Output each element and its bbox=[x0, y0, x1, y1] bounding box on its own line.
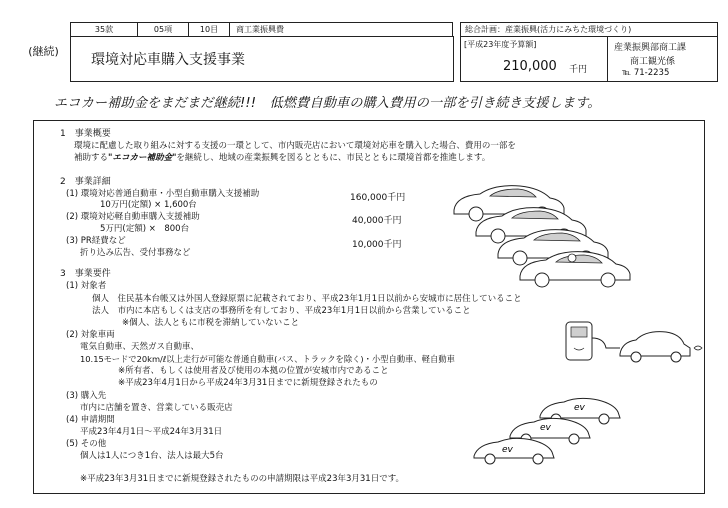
detail-item-1-amount: 160,000千円 bbox=[350, 193, 406, 203]
phone-number: ℡ 71-2235 bbox=[622, 68, 670, 78]
detail-item-3: (3) PR経費など bbox=[66, 236, 126, 246]
requirement-1-individual: 個人 住民基本台帳又は外国人登録原票に記載されており、平成23年1月1日以前から安城市に居住していること bbox=[92, 294, 522, 304]
ev-cars-illustration bbox=[470, 396, 640, 476]
ev-car-icon bbox=[474, 438, 554, 464]
section-1-title: 1 事業概要 bbox=[60, 129, 111, 139]
budget-label: [平成23年度予算額] bbox=[464, 40, 537, 49]
requirement-2-line-b: 10.15モードで20km/ℓ以上走行が可能な普通自動車(バス、トラックを除く)・小型自動車、軽自動車 bbox=[80, 354, 455, 364]
requirement-2-note-1: ※所有者、もしくは使用者及び使用の本拠の位置が安城市内であること bbox=[118, 366, 389, 376]
requirement-4-line: 平成23年4月1日～平成24年3月31日 bbox=[80, 427, 223, 437]
page-title: 環境対応車購入支援事業 bbox=[91, 52, 245, 68]
detail-item-3-breakdown: 折り込み広告、受付事務など bbox=[80, 248, 191, 258]
requirement-4: (4) 申請期間 bbox=[66, 415, 115, 425]
expense-category-text: 商工業振興費 bbox=[236, 25, 284, 34]
requirement-2-line-a: 電気自動車、天然ガス自動車、 bbox=[80, 342, 200, 352]
section-1-line-2c: を継続し、地域の産業振興を図るとともに、市民とともに環境首都を推進します。 bbox=[176, 153, 491, 163]
requirement-2: (2) 対象車両 bbox=[66, 330, 115, 340]
requirement-3-line: 市内に店舗を置き、営業している販売店 bbox=[80, 403, 233, 413]
requirement-1: (1) 対象者 bbox=[66, 281, 107, 291]
code-kou bbox=[137, 22, 189, 37]
detail-item-2: (2) 環境対応軽自動車購入支援補助 bbox=[66, 212, 200, 222]
detail-item-3-amount: 10,000千円 bbox=[352, 240, 402, 250]
budget-box bbox=[460, 36, 608, 82]
section-name: 商工観光係 bbox=[630, 57, 676, 67]
budget-value: 210,000 bbox=[503, 59, 557, 74]
headline: エコカー補助金をまだまだ継続!!! 低燃費自動車の購入費用の一部を引き続き支援します。 bbox=[54, 96, 601, 111]
code-kan bbox=[70, 22, 138, 37]
eco-car-subsidy-emphasis: "エコカー補助金" bbox=[108, 153, 177, 163]
exhaust-puff-icon bbox=[694, 346, 702, 350]
ev-label-1: ev bbox=[574, 403, 585, 413]
continued-label bbox=[16, 36, 71, 66]
ev-charging-illustration bbox=[560, 318, 710, 368]
department-box bbox=[607, 36, 718, 82]
section-3-title: 3 事業要件 bbox=[60, 269, 111, 279]
section-1-line-1: 環境に配慮した取り組みに対する支援の一環として、市内販売店において環境対応車を購入した場合、費用の一部を bbox=[74, 141, 516, 151]
section-2-title: 2 事業詳細 bbox=[60, 177, 111, 187]
department-name: 産業振興部商工課 bbox=[614, 43, 687, 53]
ev-label-3: ev bbox=[502, 445, 513, 455]
code-kou-text: 05項 bbox=[153, 25, 173, 34]
budget-unit: 千円 bbox=[569, 65, 588, 75]
expense-category bbox=[229, 22, 453, 37]
section-1-line-2a: 補助する bbox=[74, 153, 109, 163]
footnote: ※平成23年3月31日までに新規登録されたものの申請期限は平成23年3月31日です。 bbox=[80, 474, 405, 484]
requirement-1-note: ※個人、法人ともに市税を滞納していないこと bbox=[122, 318, 300, 328]
requirement-1-corporation: 法人 市内に本店もしくは支店の事務所を有しており、平成23年1月1日以前から営業していること bbox=[92, 306, 471, 316]
small-car-icon bbox=[620, 332, 690, 362]
car-illustration-group bbox=[440, 178, 640, 288]
project-title-box bbox=[70, 36, 454, 82]
charging-station-icon bbox=[566, 322, 620, 360]
code-moku bbox=[188, 22, 230, 37]
code-kan-text: 35款 bbox=[94, 25, 114, 34]
detail-item-1-breakdown: 10万円(定額) × 1,600台 bbox=[100, 200, 197, 210]
plan-text: 総合計画：産業振興(活力にみちた環境づくり) bbox=[465, 25, 632, 34]
detail-item-2-amount: 40,000千円 bbox=[352, 216, 402, 226]
continued-text: (継続) bbox=[28, 45, 59, 58]
detail-item-1: (1) 環境対応普通自動車・小型自動車購入支援補助 bbox=[66, 189, 260, 199]
requirement-2-note-2: ※平成23年4月1日から平成24年3月31日までに新規登録されたもの bbox=[118, 378, 378, 388]
comprehensive-plan bbox=[460, 22, 718, 37]
ev-label-2: ev bbox=[540, 423, 551, 433]
code-moku-text: 10目 bbox=[199, 25, 219, 34]
section-1-line-2 bbox=[74, 153, 490, 164]
detail-item-2-breakdown: 5万円(定額) × 800台 bbox=[100, 224, 190, 234]
requirement-5-line: 個人は1人につき1台、法人は最大5台 bbox=[80, 451, 224, 461]
requirement-3: (3) 購入先 bbox=[66, 391, 107, 401]
requirement-5: (5) その他 bbox=[66, 439, 107, 449]
